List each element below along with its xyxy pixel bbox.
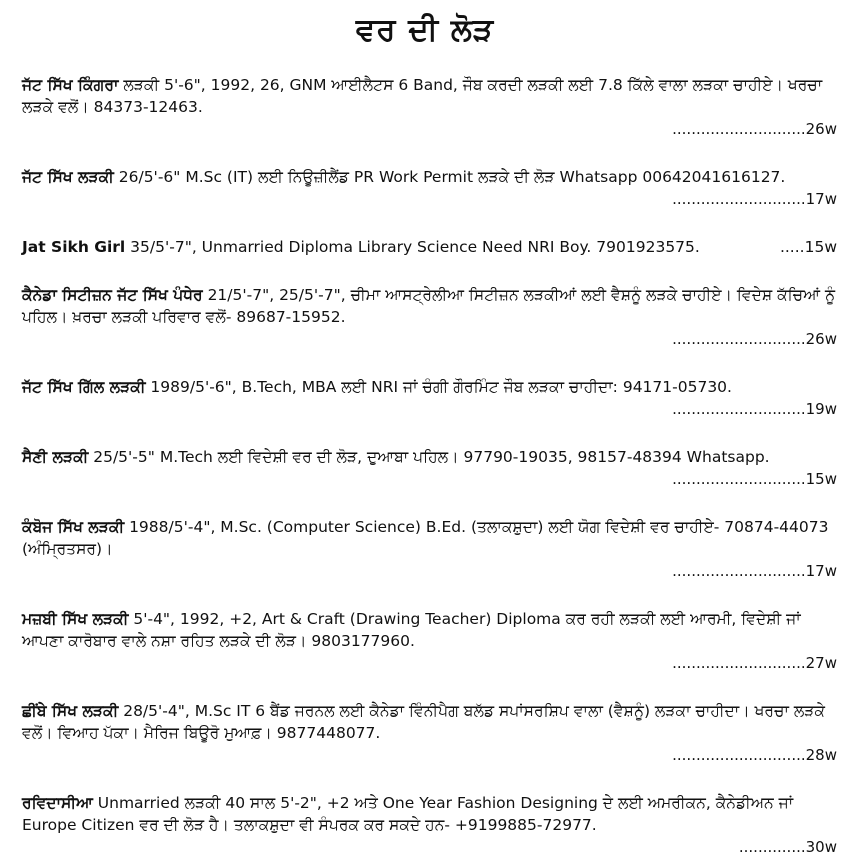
ad-body: 26/5'-6" M.Sc (IT) ਲਈ ਨਿਊਜ਼ੀਲੈਂਡ PR Work Permit ਲੜਕੇ ਦੀ ਲੋੜ Whatsapp 00642041616127. bbox=[113, 168, 786, 186]
ad-dots: ............................ bbox=[672, 746, 806, 764]
ad-code: 15w bbox=[804, 238, 837, 256]
ad-item bbox=[22, 516, 837, 582]
ad-item bbox=[22, 74, 837, 140]
ad-lead: ਜੱਟ ਸਿੱਖ ਕਿੰਗਰਾ bbox=[22, 76, 119, 94]
ad-item bbox=[22, 236, 837, 258]
ad-body: ਲੜਕੀ 5'-6", 1992, 26, GNM ਆਈਲੈਟਸ 6 Band, ਜੌਬ ਕਰਦੀ ਲੜਕੀ ਲਈ 7.8 ਕਿੱਲੇ ਵਾਲਾ ਲੜਕਾ ਚਾਹੀਏ। ਖਰਚਾ ਲੜਕੇ ਵਲੋਂ। 84373-12463. bbox=[22, 76, 823, 116]
ad-code: 27w bbox=[805, 654, 837, 672]
ad-tail bbox=[22, 652, 837, 674]
ad-tail bbox=[22, 836, 837, 858]
ad-body: 1989/5'-6", B.Tech, MBA ਲਈ NRI ਜਾਂ ਚੰਗੀ ਗੌਰਮਿੰਟ ਜੌਬ ਲੜਕਾ ਚਾਹੀਦਾ: 94171-05730. bbox=[145, 378, 732, 396]
ad-tail bbox=[22, 744, 837, 766]
ad-tail bbox=[22, 328, 837, 350]
ad-dots: ............................ bbox=[672, 470, 806, 488]
ad-tail bbox=[780, 236, 837, 258]
ad-tail bbox=[22, 560, 837, 582]
ad-body: 1988/5'-4", M.Sc. (Computer Science) B.Ed. (ਤਲਾਕਸ਼ੁਦਾ) ਲਈ ਯੋਗ ਵਿਦੇਸ਼ੀ ਵਰ ਚਾਹੀਏ- 70874-44073 (ਅੰਮ੍ਰਿਤਸਰ)। bbox=[22, 518, 829, 558]
ad-code: 15w bbox=[805, 470, 837, 488]
ad-code: 26w bbox=[805, 330, 837, 348]
ad-tail bbox=[22, 468, 837, 490]
ad-code: 17w bbox=[805, 190, 837, 208]
page-title: ਵਰ ਦੀ ਲੋੜ bbox=[355, 12, 495, 48]
ad-lead: ਕੰਬੋਜ ਸਿੱਖ ਲੜਕੀ bbox=[22, 518, 125, 536]
ad-code: 30w bbox=[805, 838, 837, 856]
ad-text bbox=[22, 236, 780, 258]
ad-tail bbox=[22, 118, 837, 140]
ad-lead: Jat Sikh Girl bbox=[22, 238, 126, 256]
ad-lead: ਕੈਨੇਡਾ ਸਿਟੀਜ਼ਨ ਜੱਟ ਸਿੱਖ ਪੰਧੇਰ bbox=[22, 286, 203, 304]
ad-item bbox=[22, 376, 837, 420]
ad-lead: ਜੱਟ ਸਿੱਖ ਗਿੱਲ ਲੜਕੀ bbox=[22, 378, 146, 396]
ad-dots: ............................ bbox=[672, 400, 806, 418]
ad-dots: ............................ bbox=[672, 120, 806, 138]
ad-dots: .............. bbox=[738, 838, 806, 856]
ad-body: 21/5'-7", 25/5'-7", ਚੀਮਾ ਆਸਟ੍ਰੇਲੀਆ ਸਿਟੀਜ਼ਨ ਲੜਕੀਆਂ ਲਈ ਵੈਸ਼ਨੂੰ ਲੜਕੇ ਚਾਹੀਏ। ਵਿਦੇਸ਼ ਕੱਚਿਆਂ ਨੂੰ ਪਹਿਲ। ਖ਼ਰਚਾ ਲੜਕੀ ਪਰਿਵਾਰ ਵਲੋਂ- 89687-15952. bbox=[22, 286, 836, 326]
ad-lead: ਛੀਂਬੇ ਸਿੱਖ ਲੜਕੀ bbox=[22, 702, 119, 720]
ad-item bbox=[22, 446, 837, 490]
ad-lead: ਰਵਿਦਾਸੀਆ bbox=[22, 794, 93, 812]
ad-dots: ............................ bbox=[672, 330, 806, 348]
ad-lead: ਮਜ਼ਬੀ ਸਿੱਖ ਲੜਕੀ bbox=[22, 610, 129, 628]
ad-body: Unmarried ਲੜਕੀ 40 ਸਾਲ 5'-2", +2 ਅਤੇ One Year Fashion Designing ਦੇ ਲਈ ਅਮਰੀਕਨ, ਕੈਨੇਡੀਅਨ ਜਾਂ Europe Citizen ਵਰ ਦੀ ਲੋੜ ਹੈ। ਤਲਾਕਸ਼ੁਦਾ ਵੀ ਸੰਪਰਕ ਕਰ ਸਕਦੇ ਹਨ- +9199885-72977. bbox=[22, 794, 794, 834]
ads-list bbox=[22, 74, 837, 858]
ad-item bbox=[22, 284, 837, 350]
ad-tail bbox=[22, 188, 837, 210]
ad-body: 25/5'-5" M.Tech ਲਈ ਵਿਦੇਸ਼ੀ ਵਰ ਦੀ ਲੋੜ, ਦੁਆਬਾ ਪਹਿਲ। 97790-19035, 98157-48394 Whatsapp. bbox=[88, 448, 770, 466]
ad-code: 26w bbox=[805, 120, 837, 138]
ad-lead: ਸੈਣੀ ਲੜਕੀ bbox=[22, 448, 89, 466]
ad-dots: ............................ bbox=[672, 654, 806, 672]
ad-dots: ..... bbox=[779, 238, 805, 256]
ad-body: 35/5'-7", Unmarried Diploma Library Science Need NRI Boy. 7901923575. bbox=[125, 238, 700, 256]
ad-body: 5'-4", 1992, +2, Art & Craft (Drawing Teacher) Diploma ਕਰ ਰਹੀ ਲੜਕੀ ਲਈ ਆਰਮੀ, ਵਿਦੇਸ਼ੀ ਜਾਂ ਆਪਣਾ ਕਾਰੋਬਾਰ ਵਾਲੇ ਨਸ਼ਾ ਰਹਿਤ ਲੜਕੇ ਦੀ ਲੋੜ। 9803177960. bbox=[22, 610, 801, 650]
ad-lead: ਜੱਟ ਸਿੱਖ ਲੜਕੀ bbox=[22, 168, 114, 186]
ad-dots: ............................ bbox=[672, 562, 806, 580]
ad-code: 28w bbox=[805, 746, 837, 764]
ad-body: 28/5'-4", M.Sc IT 6 ਬੈਂਡ ਜਰਨਲ ਲਈ ਕੈਨੇਡਾ ਵਿੰਨੀਪੈਗ ਬਲੱਡ ਸਪਾਂਸਰਸ਼ਿਪ ਵਾਲਾ (ਵੈਸ਼ਨੂੰ) ਲੜਕਾ ਚਾਹੀਦਾ। ਖਰਚਾ ਲੜਕੇ ਵਲੋਂ। ਵਿਆਹ ਪੱਕਾ। ਮੈਰਿਜ ਬਿਊਰੋ ਮੁਆਫ਼। 9877448077. bbox=[22, 702, 826, 742]
ad-code: 19w bbox=[805, 400, 837, 418]
ad-item bbox=[22, 166, 837, 210]
ad-code: 17w bbox=[805, 562, 837, 580]
ad-dots: ............................ bbox=[672, 190, 806, 208]
ad-item bbox=[22, 792, 837, 858]
ad-tail bbox=[22, 398, 837, 420]
ad-item bbox=[22, 608, 837, 674]
